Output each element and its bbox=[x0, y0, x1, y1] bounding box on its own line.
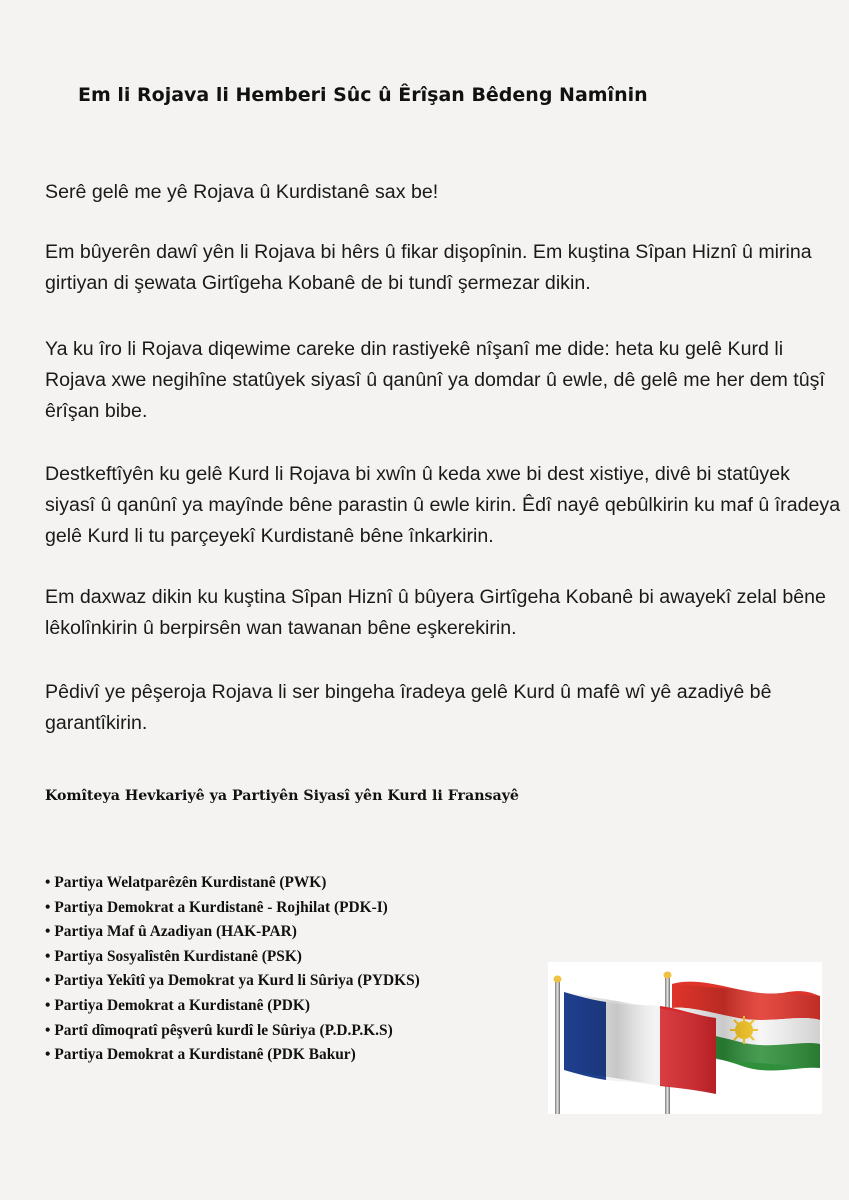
body-paragraph: Em bûyerên dawî yên li Rojava bi hêrs û fikar dişopînin. Em kuştina Sîpan Hiznî û mirina girtiyan di şewata Girtîgeha Kobanê de bi tundî şermezar dikin. bbox=[45, 241, 812, 294]
committee-signature: Komîteya Hevkariyê ya Partiyên Siyasî yên Kurd li Fransayê bbox=[45, 788, 519, 804]
bullet: • bbox=[45, 898, 51, 916]
bullet: • bbox=[45, 996, 51, 1014]
party-list-item bbox=[45, 896, 420, 921]
party-list-item bbox=[45, 994, 420, 1019]
party-list-item bbox=[45, 1043, 420, 1068]
bullet: • bbox=[45, 947, 51, 965]
flags-image bbox=[548, 962, 822, 1114]
body-paragraph: Ya ku îro li Rojava diqewime careke din rastiyekê nîşanî me dide: heta ku gelê Kurd li Rojava xwe negihîne statûyek siyasî û qanûnî ya domdar û ewle, dê gelê me her dem tûşî êrîşan bibe. bbox=[45, 338, 825, 422]
party-name: Partiya Welatparêzên Kurdistanê (PWK) bbox=[54, 874, 327, 891]
greeting-paragraph: Serê gelê me yê Rojava û Kurdistanê sax be! bbox=[45, 181, 439, 203]
party-name: Partiya Demokrat a Kurdistanê (PDK Bakur) bbox=[54, 1046, 356, 1064]
party-list-item bbox=[45, 945, 420, 970]
bullet: • bbox=[45, 972, 51, 990]
bullet: • bbox=[45, 874, 51, 891]
party-list-item bbox=[45, 1019, 420, 1044]
bullet: • bbox=[45, 923, 51, 941]
party-name: Partiya Demokrat a Kurdistanê - Rojhilat (PDK-I) bbox=[54, 898, 388, 916]
bullet: • bbox=[45, 1021, 51, 1039]
party-name: Partî dîmoqratî pêşverû kurdî le Sûriya (P.D.P.K.S) bbox=[54, 1021, 393, 1039]
party-name: Partiya Maf û Azadiyan (HAK-PAR) bbox=[54, 923, 297, 941]
party-name: Partiya Demokrat a Kurdistanê (PDK) bbox=[54, 996, 311, 1014]
party-list-item bbox=[45, 920, 420, 945]
party-list-item bbox=[45, 871, 420, 896]
body-paragraph: Pêdivî ye pêşeroja Rojava li ser bingeha îradeya gelê Kurd û mafê wî yê azadiyê bê garantîkirin. bbox=[45, 681, 772, 734]
document-title: Em li Rojava li Hemberi Sûc û Êrîşan Bêdeng Namînin bbox=[78, 84, 648, 106]
bullet: • bbox=[45, 1046, 51, 1064]
parties-list bbox=[45, 871, 420, 1068]
party-name: Partiya Sosyalîstên Kurdistanê (PSK) bbox=[54, 947, 302, 965]
party-list-item bbox=[45, 969, 420, 994]
body-paragraph: Destkeftîyên ku gelê Kurd li Rojava bi xwîn û keda xwe bi dest xistiye, divê bi statûyek siyasî û qanûnî ya mayînde bêne parastin û ewle kirin. Êdî nayê qebûlkirin ku maf û îradeya gelê Kurd li tu parçeyekî Kurdistanê bêne înkarkirin. bbox=[45, 463, 841, 547]
body-paragraph: Em daxwaz dikin ku kuştina Sîpan Hiznî û bûyera Girtîgeha Kobanê bi awayekî zelal bêne lêkolînkirin û berpirsên wan tawanan bêne eşkerekirin. bbox=[45, 586, 826, 639]
party-name: Partiya Yekîtî ya Demokrat ya Kurd li Sûriya (PYDKS) bbox=[54, 972, 420, 990]
france-kurdistan-flags-icon bbox=[548, 962, 822, 1114]
